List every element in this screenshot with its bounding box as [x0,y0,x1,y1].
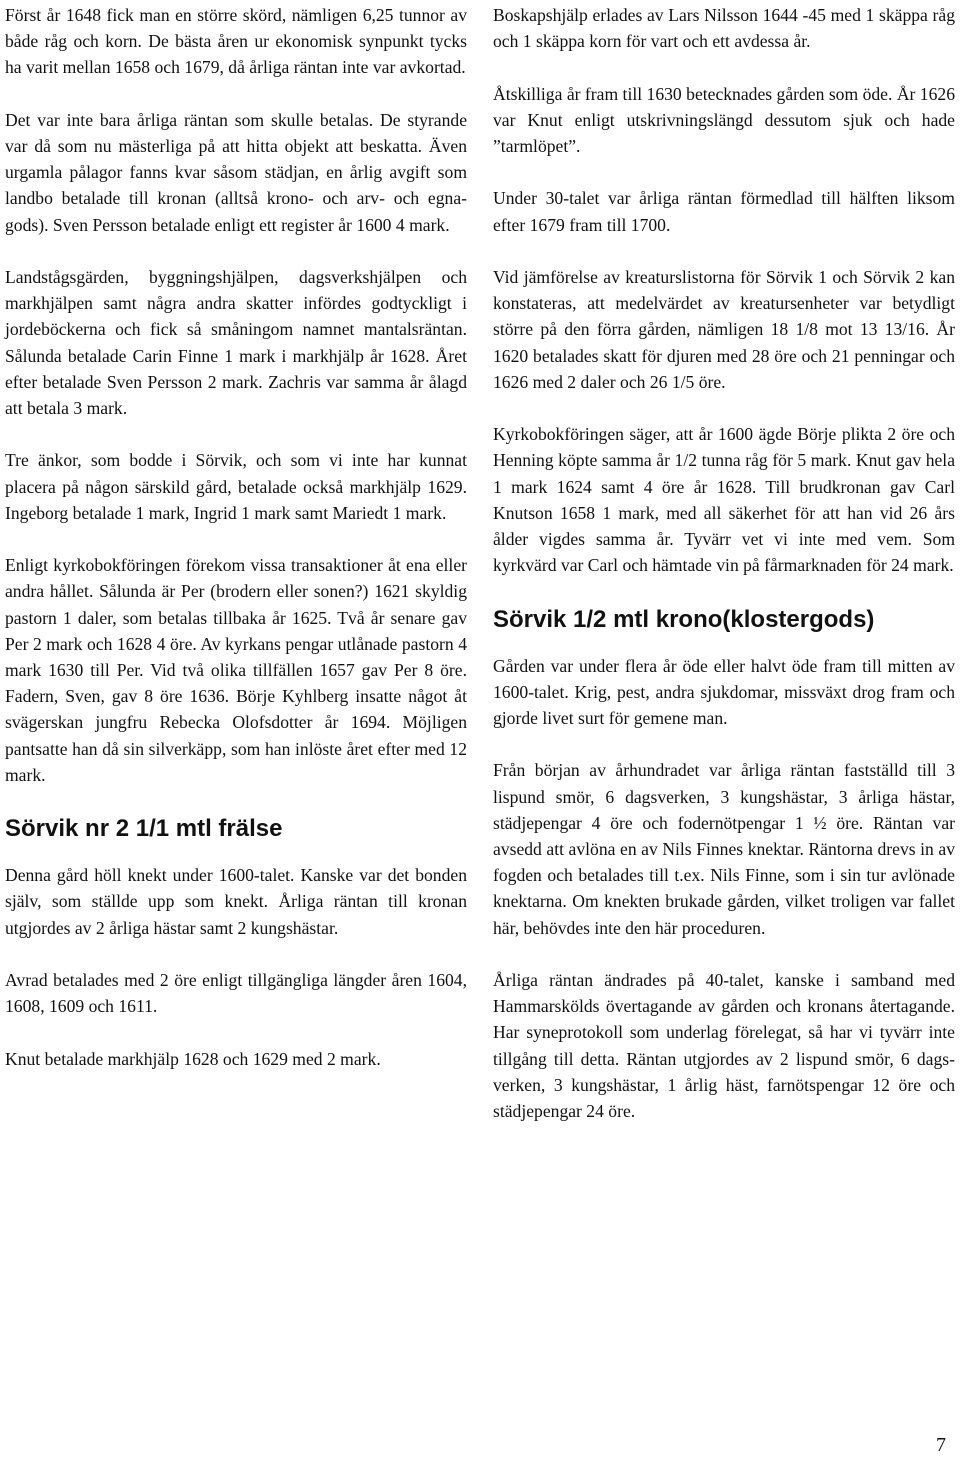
section-heading: Sörvik nr 2 1/1 mtl frälse [5,815,283,843]
paragraph: Landstågsgärden, byggningshjälpen, dagsverkshjälpen och markhjälpen samt några andra skatter infördes godtyckligt i jordeböckerna och fick så småningom namnet mantalsräntan. Sålunda betalade Carin Finne 1 mark i markhjälp år 1628. Året efter betalade Sven Persson 2 mark. Zachris var samma år ålagd att betala 3 mark. [5,267,467,419]
paragraph: Under 30-talet var årliga räntan förmedlad till hälften liksom efter 1679 fram till 1700. [493,188,955,235]
paragraph: Vid jämförelse av kreaturslistorna för Sörvik 1 och Sörvik 2 kan konstateras, att medelvärdet av kreatursenheter var betydligt större på den förra gården, nämligen 18 1/8 mot 13 13/16. År 1620 betalades skatt för djuren med 28 öre och 21 penningar och 1626 med 2 daler och 26 1/5 öre. [493,266,955,392]
paragraph: Tre änkor, som bodde i Sörvik, och som vi inte har kunnat placera på någon särskild gård, betalade också markhjälp 1629. Ingeborg betalade 1 mark, Ingrid 1 mark samt Mariedt 1 mark. [5,450,467,523]
paragraph: Det var inte bara årliga räntan som skulle betalas. De styrande var då som nu mästerliga på att hitta objekt att beskatta. Även urgamla pålagor fanns kvar såsom städjan, en årlig avgift som landbo betalade till kronan (alltså krono- och arv- och egna-gods). Sven Persson betalade enligt ett register år 1600 4 mark. [5,109,467,235]
paragraph: Åtskilliga år fram till 1630 betecknades gården som öde. År 1626 var Knut enligt utskrivningslängd dessutom sjuk och hade ”tarmlöpet”. [493,83,955,156]
paragraph: Enligt kyrkobokföringen förekom vissa transaktioner åt ena eller andra hållet. Sålunda är Per (brodern eller sonen?) 1621 skyldig pastorn 1 daler, som betalas tillbaka år 1625. Två år senare gav Per 2 mark och 1628 4 öre. Av kyrkans pengar utlånade pastorn 4 mark 1630 till Per. Vid två olika tillfällen 1657 gav Per 8 öre. Fadern, Sven, gav 8 öre 1636. Börje Kyhlberg insatte något åt svägerskan jungfru Rebecka Olofsdotter år 1694. Möjligen pantsatte han då sin silverkäpp, som han inlöste året efter med 12 mark. [5,555,467,785]
page-number: 7 [936,1434,946,1456]
paragraph: Först år 1648 fick man en större skörd, nämligen 6,25 tunnor av både råg och korn. De bästa åren ur ekonomisk synpunkt tycks ha varit mellan 1658 och 1679, då årliga räntan inte var avkortad. [5,5,467,78]
paragraph: Årliga räntan ändrades på 40-talet, kanske i samband med Hammarskölds övertagande av gården och kronans återtagande. Har syneprotokoll som underlag förelegat, så har vi tyvärr inte tillgång till detta. Räntan utgjordes av 2 lispund smör, 6 dagsverken, 3 kungshästar, 1 årlig häst, farnötspengar 12 öre och städjepengar 24 öre. [493,970,955,1122]
paragraph: Boskapshjälp erlades av Lars Nilsson 1644 -45 med 1 skäppa råg och 1 skäppa korn för vart och ett avdessa år. [493,5,955,52]
paragraph: Avrad betalades med 2 öre enligt tillgängliga längder åren 1604, 1608, 1609 och 1611. [5,970,467,1017]
paragraph: Från början av århundradet var årliga räntan fastställd till 3 lispund smör, 6 dagsverken, 3 kungshästar, 3 årliga hästar, städjepengar 4 öre och fodernötpengar 1 ½ öre. Räntan var avsedd att avlöna en av Nils Finnes knektar. Räntorna drevs in av fogden och betalades till t.ex. Nils Finne, som i sin tur avlönade knektarna. Om knekten brukade gården, vilket troligen var fallet här, behövdes inte den här proceduren. [493,760,955,938]
paragraph: Denna gård höll knekt under 1600-talet. Kanske var det bonden själv, som ställde upp som knekt. Årliga räntan till kronan utgjordes av 2 årliga hästar samt 2 kungshästar. [5,865,467,938]
right-column [493,2,955,1150]
section-heading: Sörvik 1/2 mtl krono(klostergods) [493,605,875,633]
paragraph: Gården var under flera år öde eller halvt öde fram till mitten av 1600-talet. Krig, pest, andra sjukdomar, missväxt drog fram och gjorde livet surt för gemene man. [493,655,955,728]
left-column [5,2,467,1098]
paragraph: Knut betalade markhjälp 1628 och 1629 med 2 mark. [5,1048,381,1069]
paragraph: Kyrkobokföringen säger, att år 1600 ägde Börje plikta 2 öre och Henning köpte samma år 1/2 tunna råg för 5 mark. Knut gav hela 1 mark 1624 samt 4 öre år 1628. Till brudkronan gav Carl Knutson 1658 1 mark, med all säkerhet för att han vid 26 års ålder vigdes samma år. Tyvärr vet vi inte med vem. Som kyrkvärd var Carl och hämtade vin på fårmarknaden för 24 mark. [493,424,955,576]
